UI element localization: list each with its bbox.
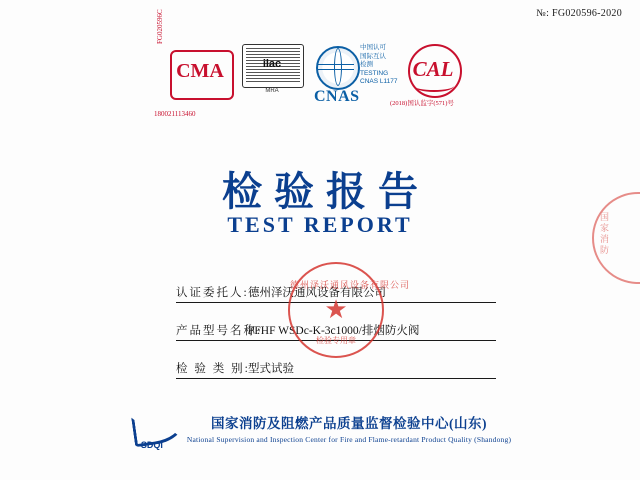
partial-seal-text: 国家消防	[600, 212, 610, 255]
footer-inner	[129, 412, 512, 450]
cma-logo	[154, 9, 234, 118]
field-underline	[176, 302, 496, 303]
cal-logo	[390, 44, 474, 114]
report-fields	[176, 282, 496, 396]
cnas-mark-text: CNAS	[314, 88, 360, 105]
field-value-category: 型式试验	[248, 363, 294, 375]
cma-number-text: 180021113460	[154, 110, 196, 118]
sdqi-logo-icon	[133, 414, 179, 450]
sdqi-logo-text: SDQI	[140, 440, 163, 450]
field-label-category: 检 验 类 别:	[176, 363, 250, 375]
ilac-mra-logo	[242, 44, 304, 102]
cma-mark-text: CMA	[176, 60, 224, 82]
cal-tail-icon	[414, 80, 454, 92]
page-title-en: TEST REPORT	[227, 212, 413, 237]
globe-icon	[316, 46, 360, 90]
ilac-mark-text: ilac	[262, 58, 282, 70]
footer-name-en: National Supervision and Inspection Center for Fire and Flame-retardant Product Quality (Shandong)	[186, 435, 512, 444]
footer-name-cn: 国家消防及阻燃产品质量监督检验中心(山东)	[210, 416, 487, 431]
field-row-product	[176, 320, 496, 348]
field-label-product: 产品型号名称:	[176, 325, 263, 337]
certification-logo-row	[154, 9, 468, 120]
seal-top-text: 德州泽沃通风设备有限公司	[290, 280, 411, 290]
ilac-sub-text: MRA	[265, 88, 279, 94]
field-row-client	[176, 282, 496, 310]
page-title-cn: 检验报告	[222, 169, 430, 214]
field-row-category	[176, 358, 496, 386]
report-number: №: FG020596-2020	[536, 8, 622, 19]
field-underline	[176, 378, 496, 379]
seal-star-icon: ★	[324, 295, 348, 324]
seal-bottom-text: 检验专用章	[316, 336, 356, 345]
cal-note-text: (2018)国认监字(571)号	[390, 100, 454, 107]
cal-mark-text: CAL	[412, 57, 454, 81]
cnas-detail-text: 中国认可 国际互认 检测 TESTING CNAS L1177	[360, 44, 398, 85]
cma-side-text: FG020596C	[156, 9, 164, 44]
field-underline	[176, 340, 496, 341]
cnas-logo	[314, 44, 398, 105]
document-footer	[0, 412, 640, 450]
field-value-product: PFHF WSDc-K-3c1000/排烟防火阀	[248, 325, 420, 337]
field-label-client: 认证委托人:	[176, 287, 249, 299]
field-value-client: 德州泽沃通风设备有限公司	[248, 287, 386, 299]
